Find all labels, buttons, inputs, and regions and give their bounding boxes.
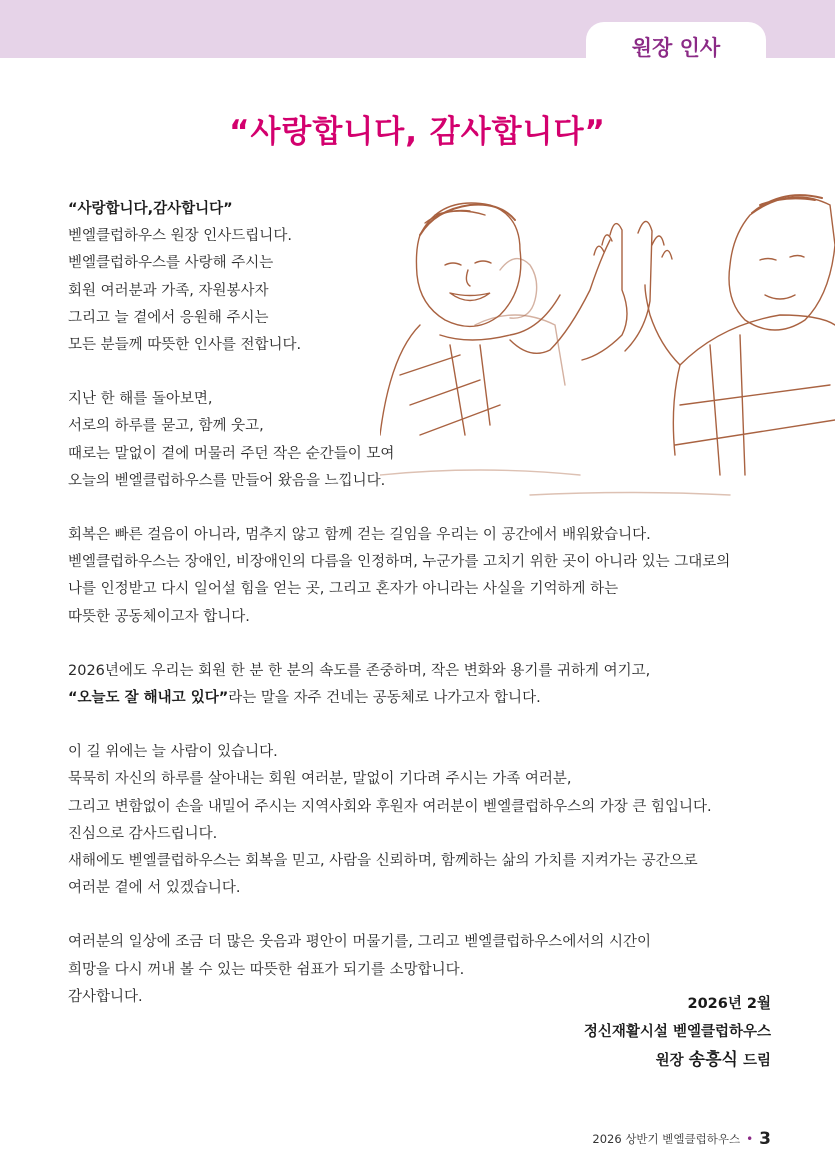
section-tab-label: 원장 인사 [631,36,721,60]
letter-line: 오늘의 벧엘클럽하우스를 만들어 왔음을 느낍니다. [68,472,386,489]
letter-line: 서로의 하루를 묻고, 함께 웃고, [68,418,264,435]
letter-line: 회복은 빠른 걸음이 아니라, 멈추지 않고 함께 걷는 길임을 우리는 이 공간에서 배워왔습니다. [68,527,651,544]
signature-suffix: 드림 [742,1053,771,1069]
letter-line: 새해에도 벧엘클럽하우스는 회복을 믿고, 사람을 신뢰하며, 함께하는 삶의 가치를 지켜가는 공간으로 [68,853,698,870]
page-title: “사랑합니다, 감사합니다” [229,114,606,150]
letter-line: 감사합니다. [68,988,143,1005]
letter-line: 여러분 곁에 서 있겠습니다. [68,880,241,897]
letter-line: 그리고 늘 곁에서 응원해 주시는 [68,309,269,326]
signature-block [584,990,771,1075]
letter-line: 이 길 위에는 늘 사람이 있습니다. [68,744,278,761]
letter-body [68,196,808,1011]
letter-line [68,685,808,712]
letter-line: 그리고 변함없이 손을 내밀어 주시는 지역사회와 후원자 여러분이 벧엘클럽하우스의 가장 큰 힘입니다. [68,798,712,815]
signature-date: 2026년 2월 [687,996,771,1012]
letter-line: 벧엘클럽하우스를 사랑해 주시는 [68,255,274,272]
letter-line: 진심으로 감사드립니다. [68,825,218,842]
emphasis-quote: “오늘도 잘 해내고 있다” [68,690,229,707]
section-tab [586,22,766,72]
letter-line: 지난 한 해를 돌아보면, [68,391,213,408]
letter-line: 회원 여러분과 가족, 자원봉사자 [68,282,269,299]
signature-role: 원장 [655,1053,684,1069]
page-footer [592,1129,771,1149]
letter-line: 나를 인정받고 다시 일어설 힘을 얻는 곳, 그리고 혼자가 아니라는 사실을 기억하게 하는 [68,581,619,598]
letter-line: 때로는 말없이 곁에 머물러 주던 작은 순간들이 모여 [68,445,395,462]
letter-line: 벧엘클럽하우스 원장 인사드립니다. [68,228,292,245]
signature-org: 정신재활시설 벧엘클럽하우스 [583,1024,771,1040]
letter-line: 희망을 다시 꺼내 볼 수 있는 따뜻한 쉼표가 되기를 소망합니다. [68,961,465,978]
letter-line: 2026년에도 우리는 회원 한 분 한 분의 속도를 존중하며, 작은 변화와 용기를 귀하게 여기고, [68,662,651,679]
letter-line-rest: 라는 말을 자주 건네는 공동체로 나가고자 합니다. [228,690,541,707]
letter-line: 여러분의 일상에 조금 더 많은 웃음과 평안이 머물기를, 그리고 벧엘클럽하우스에서의 시간이 [68,934,651,951]
letter-line: 벧엘클럽하우스는 장애인, 비장애인의 다름을 인정하며, 누군가를 고치기 위한 곳이 아니라 있는 그대로의 [68,554,731,571]
signature-line [584,1046,771,1075]
letter-line: 따뜻한 공동체이고자 합니다. [68,608,250,625]
letter-opening-line: “사랑합니다,감사합니다” [68,201,233,217]
letter-line: 모든 분들께 따뜻한 인사를 전합니다. [68,337,302,354]
signature-name: 송흥식 [688,1050,738,1070]
page-number: 3 [759,1129,771,1149]
footer-separator: • [746,1132,754,1146]
letter-line: 묵묵히 자신의 하루를 살아내는 회원 여러분, 말없이 기다려 주시는 가족 여러분, [68,771,572,788]
footer-publication: 2026 상반기 벧엘클럽하우스 [592,1132,741,1146]
